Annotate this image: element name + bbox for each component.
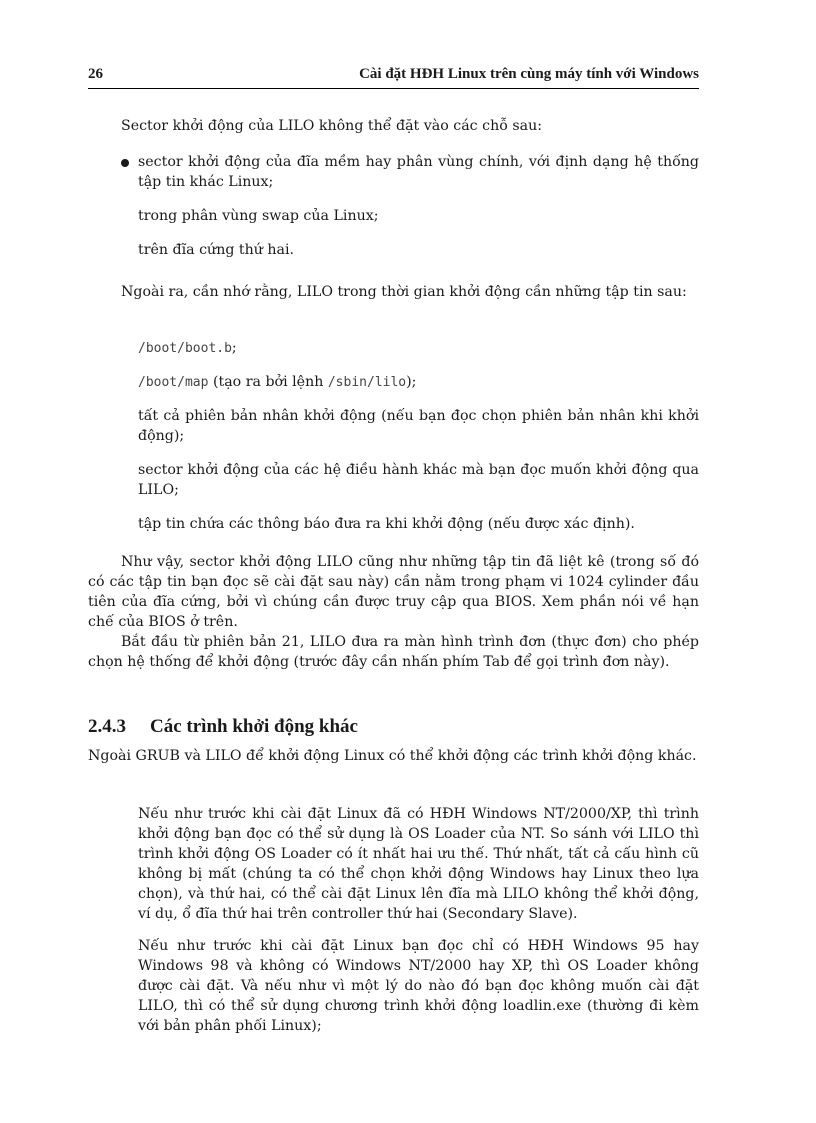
boot-b-path: /boot/boot.b bbox=[138, 341, 232, 356]
section-intro: Ngoài GRUB và LILO để khởi động Linux có thể khởi động các trình khởi động khác. bbox=[88, 748, 697, 764]
paragraph-nt-loader: Nếu như trước khi cài đặt Linux đã có HĐH Windows NT/2000/XP, thì trình khởi động bạn đọc có thể sử dụng là OS Loader của NT. So sánh với LILO thì trình khởi động OS Loader có ít nhất hai ưu thế. Thứ nhất, tất cả cấu hình cũ không bị mất (chúng ta có thể chọn khởi động Windows hay Linux theo lựa chọn), và thứ hai, có thể cài đặt Linux lên đĩa mà LILO không thể khởi động, ví dụ, ổ đĩa thứ hai trên controller thứ hai (Secondary Slave). bbox=[138, 806, 699, 922]
file-boot-b bbox=[138, 338, 699, 359]
paragraph-win95-loadlin: Nếu như trước khi cài đặt Linux bạn đọc chỉ có HĐH Windows 95 hay Windows 98 và không có Windows NT/2000 hay XP, thì OS Loader không được cài đặt. Và nếu như vì một lý do nào đó bạn đọc không muốn cài đặt LILO, thì có thể sử dụng chương trình khởi động loadlin.exe (thường đi kèm với bản phân phối Linux); bbox=[138, 938, 699, 1034]
paragraph-1024-cylinder: Như vậy, sector khởi động LILO cũng như những tập tin đã liệt kê (trong số đó có các tập tin bạn đọc sẽ cài đặt sau này) cần nằm trong phạm vi 1024 cylinder đầu tiên của đĩa cứng, bởi vì chúng cần được truy cập qua BIOS. Xem phần nói về hạn chế của BIOS ở trên. bbox=[88, 554, 699, 630]
section-number: 2.4.3 bbox=[88, 716, 126, 737]
page-number: 26 bbox=[88, 66, 103, 82]
section-heading bbox=[88, 716, 358, 738]
running-header bbox=[88, 66, 699, 89]
file-messages: tập tin chứa các thông báo đưa ra khi khởi động (nếu được xác định). bbox=[138, 516, 635, 532]
section-title: Các trình khởi động khác bbox=[150, 716, 358, 737]
paragraph-version-21: Bắt đầu từ phiên bản 21, LILO đưa ra màn hình trình đơn (thực đơn) cho phép chọn hệ thống để khởi động (trước đây cần nhấn phím Tab để gọi trình đơn này). bbox=[88, 634, 699, 670]
file-other-sectors: sector khởi động của các hệ điều hành khác mà bạn đọc muốn khởi động qua LILO; bbox=[138, 462, 699, 498]
bullet-item-floppy: sector khởi động của đĩa mềm hay phân vùng chính, với định dạng hệ thống tập tin khác Linux; bbox=[138, 154, 699, 190]
map-command: /sbin/lilo bbox=[327, 375, 407, 390]
file-kernels: tất cả phiên bản nhân khởi động (nếu bạn đọc chọn phiên bản nhân khi khởi động); bbox=[138, 408, 699, 444]
file-map bbox=[138, 372, 699, 393]
boot-b-suffix: ; bbox=[231, 340, 237, 356]
map-mid-text: (tạo ra bởi lệnh bbox=[208, 374, 328, 390]
map-path: /boot/map bbox=[138, 375, 209, 390]
files-intro: Ngoài ra, cần nhớ rằng, LILO trong thời gian khởi động cần những tập tin sau: bbox=[121, 284, 687, 300]
intro-line: Sector khởi động của LILO không thể đặt vào các chỗ sau: bbox=[121, 118, 543, 134]
bullet-dot-icon bbox=[121, 159, 129, 167]
bullet-item-swap: trong phân vùng swap của Linux; bbox=[138, 208, 379, 224]
running-title: Cài đặt HĐH Linux trên cùng máy tính với Windows bbox=[359, 66, 699, 82]
bullet-item-second-disk: trên đĩa cứng thứ hai. bbox=[138, 242, 295, 258]
map-end-text: ); bbox=[406, 374, 417, 390]
